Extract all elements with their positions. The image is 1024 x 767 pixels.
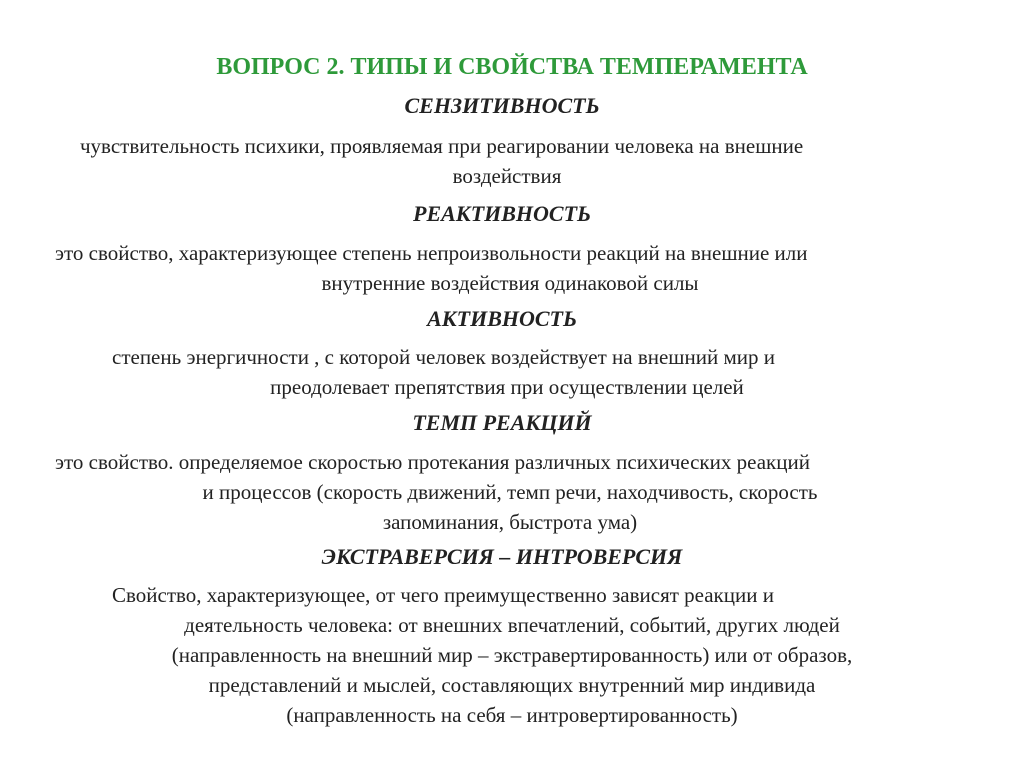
definition-reactivity xyxy=(55,238,965,298)
heading-reaction-tempo: ТЕМП РЕАКЦИЙ xyxy=(412,410,592,435)
definition-line: Свойство, характеризующее, от чего преимущественно зависят реакции и xyxy=(112,583,774,607)
heading-sensitivity: СЕНЗИТИВНОСТЬ xyxy=(404,93,600,118)
definition-line: чувствительность психики, проявляемая при реагировании человека на внешние xyxy=(80,134,804,158)
definition-line: деятельность человека: от внешних впечатлений, событий, других людей xyxy=(184,613,840,637)
definition-line: и процессов (скорость движений, темп речи, находчивость, скорость xyxy=(202,480,818,504)
definition-line: (направленность на себя – интровертированность) xyxy=(286,703,738,727)
definition-line: это свойство, характеризующее степень непроизвольности реакций на внешние или xyxy=(55,241,808,265)
definition-line: преодолевает препятствия при осуществлении целей xyxy=(270,375,744,399)
definition-line: представлений и мыслей, составляющих внутренний мир индивида xyxy=(208,673,816,697)
definition-line: воздействия xyxy=(452,164,562,188)
definition-line: (направленность на внешний мир – экстравертированность) или от образов, xyxy=(171,643,853,667)
definition-extraversion-introversion xyxy=(112,580,912,730)
definition-line: запоминания, быстрота ума) xyxy=(382,510,638,534)
definition-line: внутренние воздействия одинаковой силы xyxy=(321,271,699,295)
heading-activity: АКТИВНОСТЬ xyxy=(427,306,577,331)
heading-reactivity: РЕАКТИВНОСТЬ xyxy=(413,201,591,226)
definition-reaction-tempo xyxy=(55,447,965,537)
definition-line: это свойство. определяемое скоростью протекания различных психических реакций xyxy=(55,450,810,474)
definition-sensitivity xyxy=(80,131,934,191)
definition-activity xyxy=(112,342,902,402)
definition-line: степень энергичности , с которой человек воздействует на внешний мир и xyxy=(112,345,775,369)
slide-title: ВОПРОС 2. ТИПЫ И СВОЙСТВА ТЕМПЕРАМЕНТА xyxy=(216,54,808,80)
heading-extraversion-introversion: ЭКСТРАВЕРСИЯ – ИНТРОВЕРСИЯ xyxy=(321,544,683,569)
